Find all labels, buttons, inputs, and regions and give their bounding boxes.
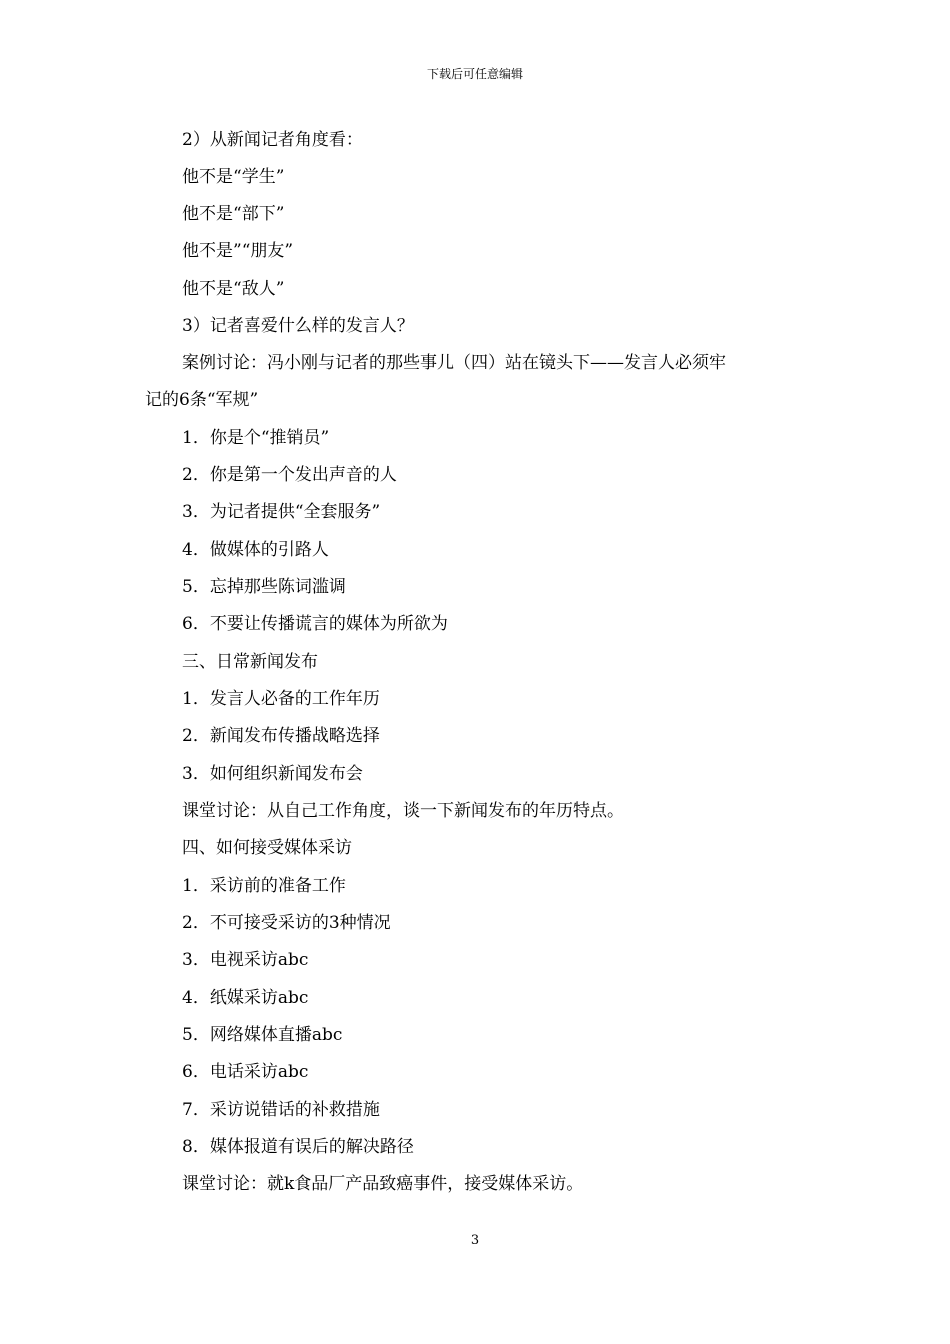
- section-heading: 四、如何接受媒体采访: [182, 838, 352, 858]
- page-header: 下载后可任意编辑: [426, 67, 523, 81]
- body-line: 2．新闻发布传播战略选择: [182, 726, 380, 746]
- body-line: 他不是”“朋友”: [182, 241, 294, 261]
- body-line: 5．网络媒体直播abc: [182, 1025, 343, 1045]
- body-line: 课堂讨论：就k食品厂产品致癌事件，接受媒体采访。: [182, 1174, 584, 1194]
- body-line: 4．纸媒采访abc: [182, 988, 309, 1008]
- body-line: 3．为记者提供“全套服务”: [182, 502, 381, 522]
- body-line: 案例讨论：冯小刚与记者的那些事儿（四）站在镜头下——发言人必须牢: [182, 353, 726, 373]
- body-line: 1．你是个“推销员”: [182, 428, 330, 448]
- body-line: 课堂讨论：从自己工作角度，谈一下新闻发布的年历特点。: [182, 801, 624, 821]
- body-line: 3）记者喜爱什么样的发言人？: [182, 316, 414, 336]
- body-line: 8．媒体报道有误后的解决路径: [182, 1137, 414, 1157]
- page-number: 3: [470, 1233, 480, 1248]
- body-line: 2）从新闻记者角度看：: [182, 130, 363, 150]
- body-line: 6．电话采访abc: [182, 1062, 309, 1082]
- body-line: 他不是“部下”: [182, 204, 285, 224]
- body-line: 5．忘掉那些陈词滥调: [182, 577, 346, 597]
- body-line: 1．采访前的准备工作: [182, 876, 346, 896]
- body-line: 3．如何组织新闻发布会: [182, 764, 363, 784]
- body-line: 7．采访说错话的补救措施: [182, 1100, 380, 1120]
- body-line: 4．做媒体的引路人: [182, 540, 329, 560]
- body-line: 他不是“敌人”: [182, 279, 285, 299]
- body-line: 1．发言人必备的工作年历: [182, 689, 380, 709]
- body-line: 他不是“学生”: [182, 167, 285, 187]
- body-line: 2．不可接受采访的3种情况: [182, 913, 391, 933]
- section-heading: 三、日常新闻发布: [182, 652, 318, 672]
- body-line: 记的6条“军规”: [145, 390, 259, 410]
- body-line: 3．电视采访abc: [182, 950, 309, 970]
- body-line: 6．不要让传播谎言的媒体为所欲为: [182, 614, 448, 634]
- body-line: 2．你是第一个发出声音的人: [182, 465, 397, 485]
